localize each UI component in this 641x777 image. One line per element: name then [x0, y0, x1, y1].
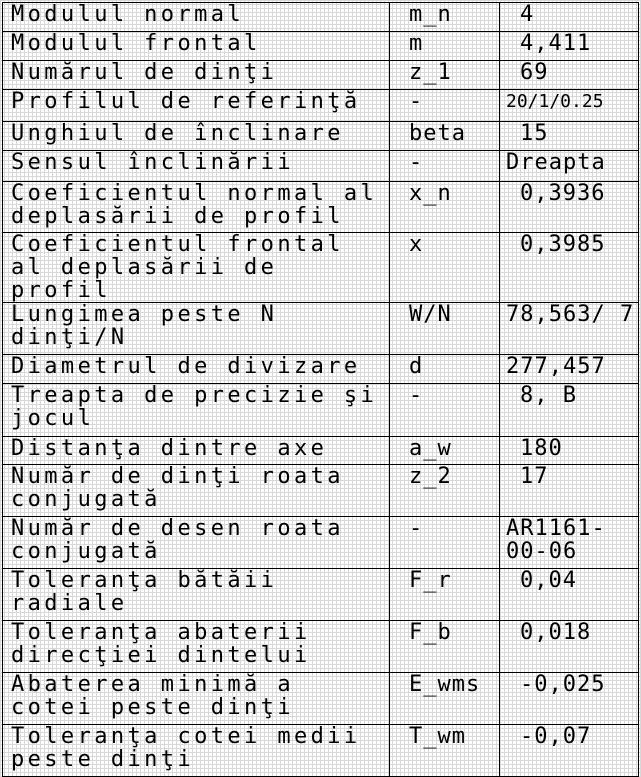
parameter-symbol: T_wm [390, 725, 500, 777]
parameter-name: Coeficientul normal al deplasării de profil [3, 182, 390, 233]
parameter-name: Toleranţa bătăii radiale [3, 569, 390, 621]
parameter-name: Toleranţa cotei medii peste dinţi [3, 725, 390, 777]
parameter-symbol: z_2 [390, 465, 500, 517]
parameter-value: 277,457 [500, 355, 639, 384]
parameter-name: Lungimea peste N dinţi/N [3, 303, 390, 355]
parameter-value: Dreapta [500, 151, 639, 182]
parameter-symbol: W/N [390, 303, 500, 355]
parameter-value: 20/1/0.25 [500, 90, 639, 122]
table-row [3, 569, 639, 621]
drawing-sheet [2, 2, 638, 772]
parameter-value: 0,3936 [500, 182, 639, 233]
parameter-symbol: - [390, 517, 500, 569]
parameter-name: Sensul înclinării [3, 151, 390, 182]
table-row [3, 32, 639, 61]
parameter-symbol: - [390, 151, 500, 182]
parameter-name: Abaterea minimă a cotei peste dinţi [3, 673, 390, 725]
table-row [3, 517, 639, 569]
parameter-name: Număr de dinţi roata conjugată [3, 465, 390, 517]
parameter-value: 0,04 [500, 569, 639, 621]
table-row [3, 3, 639, 32]
parameter-symbol: beta [390, 122, 500, 151]
parameter-name: Toleranţa abaterii direcţiei dintelui [3, 621, 390, 673]
parameter-symbol: d [390, 355, 500, 384]
parameter-symbol: - [390, 90, 500, 122]
table-row [3, 61, 639, 90]
parameter-symbol: - [390, 384, 500, 437]
parameter-symbol: z_1 [390, 61, 500, 90]
table-row [3, 90, 639, 122]
gear-parameters-table [2, 2, 639, 777]
parameter-symbol: a_w [390, 437, 500, 465]
parameter-value: AR1161-00-06 [500, 517, 639, 569]
table-row [3, 233, 639, 303]
parameter-symbol: m_n [390, 3, 500, 32]
table-row [3, 437, 639, 465]
table-row [3, 151, 639, 182]
table-row [3, 355, 639, 384]
parameter-symbol: m [390, 32, 500, 61]
parameter-value: 8, B [500, 384, 639, 437]
parameter-value: 78,563/ 7 [500, 303, 639, 355]
parameter-name: Modulul normal [3, 3, 390, 32]
parameter-symbol: E_wms [390, 673, 500, 725]
parameter-value: 0,3985 [500, 233, 639, 303]
parameter-value: -0,07 [500, 725, 639, 777]
parameter-name: Treapta de precizie şi jocul [3, 384, 390, 437]
parameter-name: Numărul de dinţi [3, 61, 390, 90]
parameter-value: 4,411 [500, 32, 639, 61]
table-row [3, 182, 639, 233]
parameter-value: 0,018 [500, 621, 639, 673]
parameter-value: 17 [500, 465, 639, 517]
parameter-value: 4 [500, 3, 639, 32]
parameter-name: Număr de desen roata conjugată [3, 517, 390, 569]
parameter-name: Distanţa dintre axe [3, 437, 390, 465]
parameter-value: 69 [500, 61, 639, 90]
table-row [3, 122, 639, 151]
parameter-name: Diametrul de divizare [3, 355, 390, 384]
parameter-symbol: x_n [390, 182, 500, 233]
parameter-value: 15 [500, 122, 639, 151]
parameter-name: Unghiul de înclinare [3, 122, 390, 151]
parameter-name: Profilul de referinţă [3, 90, 390, 122]
table-row [3, 465, 639, 517]
table-row [3, 384, 639, 437]
table-row [3, 621, 639, 673]
parameter-name: Modulul frontal [3, 32, 390, 61]
parameter-symbol: F_r [390, 569, 500, 621]
table-row [3, 673, 639, 725]
parameter-name: Coeficientul frontal al deplasării de profil [3, 233, 390, 303]
table-row [3, 303, 639, 355]
parameter-symbol: x [390, 233, 500, 303]
parameter-symbol: F_b [390, 621, 500, 673]
parameter-value: -0,025 [500, 673, 639, 725]
parameter-value: 180 [500, 437, 639, 465]
